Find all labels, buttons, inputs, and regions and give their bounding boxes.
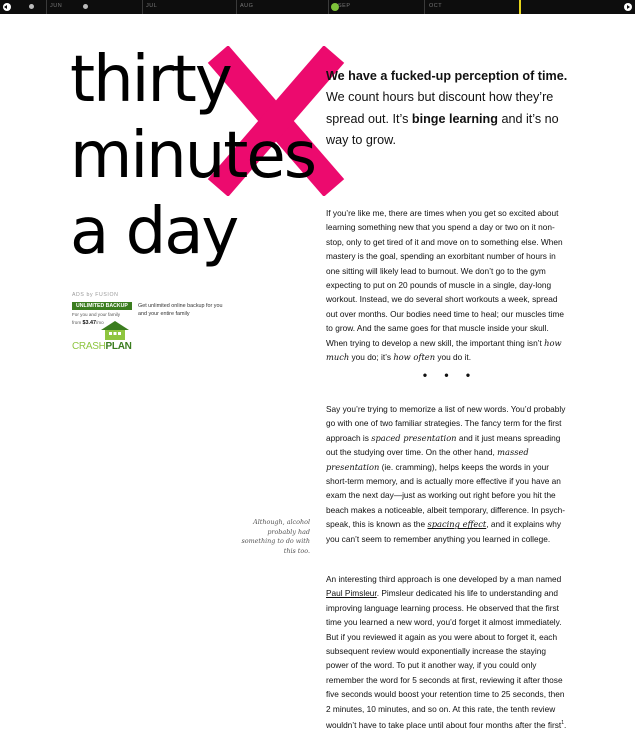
sidenote: Although, alcohol probably had something to do with this too. bbox=[241, 518, 310, 555]
timeline-bar bbox=[0, 0, 635, 14]
intro-middle: We count hours but discount how they’re spread out. It’s bbox=[326, 90, 554, 126]
price-suffix: /mo bbox=[95, 320, 104, 325]
house-icon bbox=[100, 320, 130, 340]
emphasis: massed presentation bbox=[326, 447, 529, 472]
title-line: thirty bbox=[70, 43, 231, 117]
text-run: you do it. bbox=[435, 352, 472, 363]
timeline-next-arrow-icon[interactable] bbox=[624, 3, 632, 11]
logo-part: CRASH bbox=[72, 341, 106, 352]
timeline-divider bbox=[236, 0, 237, 14]
price-value: $3.47 bbox=[82, 320, 96, 326]
ad-subtitle: For you and your family bbox=[72, 312, 120, 317]
body-paragraph-1 bbox=[326, 206, 570, 364]
title-line: minutes bbox=[70, 119, 316, 193]
section-divider: • • • bbox=[422, 368, 478, 382]
timeline-month-jul[interactable]: JUL bbox=[146, 3, 158, 9]
emphasis: how much bbox=[326, 337, 562, 363]
text-run: Say you’re trying to memorize a list of new words. You’d probably go with one of two familiar strategies. The fancy term for the first approach is bbox=[326, 404, 566, 443]
crashplan-logo bbox=[72, 341, 132, 352]
advertisement[interactable] bbox=[72, 292, 232, 352]
text-run: . Pimsleur dedicated his life to understanding and improving language learning process. He observed that the first time you learned a new word, you’d forget it almost immediately. But if you reviewed it again as you were about to forget it, each subsequent review would exponentially increase the staying power of the word. To put it another way, if you could only remember the word for 5 seconds at first, reviewing it after those five seconds would boost your retention time to 25 seconds, then 2 minutes, 10 minutes, and so on. At this rate, the tenth review wouldn’t have to take place until about four months after the first bbox=[326, 588, 565, 730]
timeline-month-jun[interactable]: JUN bbox=[50, 3, 63, 9]
intro-end: and it’s no way to grow. bbox=[326, 111, 559, 148]
title-line: a day bbox=[70, 195, 238, 269]
text-run: and it just means spreading out the studying over time. On the other hand, bbox=[326, 432, 561, 458]
text-run: . bbox=[564, 719, 567, 730]
emphasis: how often bbox=[393, 352, 436, 363]
ad-badge: UNLIMITED BACKUP bbox=[72, 302, 132, 310]
timeline-divider bbox=[46, 0, 47, 14]
text-run: If you’re like me, there are times when you get so excited about learning something new that you spend a day or two on it non-stop, only to get tired of it and move on to something else. When mastery is the goal, spending an exorbitant number of hours in one sitting will likely lead to burnout. We don’t go to the gym expecting to put on 20 pounds of muscle in a single, day-long workout. Instead, we do several short workouts a week, spread out over months. Our bodies need time to heal; our muscles time to grow. And the same goes for that muscle inside your skull. When trying to develop a new skill, the important thing isn’t bbox=[326, 208, 564, 348]
text-run: (ie. cramming), helps keeps the words in your short-term memory, and is actually more effective if you have an exam the next day—just as working out right before you hit the beach makes a noticeable, albeit temporary, difference. In psych-speak, this is known as the bbox=[326, 461, 566, 530]
timeline-prev-arrow-icon[interactable] bbox=[3, 3, 11, 11]
footnote-link[interactable]: 1 bbox=[561, 720, 564, 727]
timeline-month-aug[interactable]: AUG bbox=[240, 3, 254, 9]
body-paragraph-2 bbox=[326, 402, 570, 546]
emphasis: spaced presentation bbox=[371, 432, 457, 443]
text-run: you do; it’s bbox=[349, 352, 394, 363]
timeline-month-sep[interactable]: SEP bbox=[338, 3, 351, 9]
timeline-post-dot[interactable] bbox=[29, 4, 34, 9]
paul-pimsleur-link[interactable]: Paul Pimsleur bbox=[326, 588, 377, 599]
logo-part: PLAN bbox=[105, 341, 132, 352]
body-paragraph-3 bbox=[326, 572, 570, 732]
price-prefix: from bbox=[72, 320, 83, 325]
timeline-post-dot[interactable] bbox=[83, 4, 88, 9]
intro-emphasis: binge learning bbox=[411, 111, 498, 126]
text-run: An interesting third approach is one developed by a man named bbox=[326, 574, 562, 584]
timeline-divider bbox=[142, 0, 143, 14]
ad-header: ADS by FUSION bbox=[72, 292, 119, 298]
spacing-effect-link[interactable]: spacing effect bbox=[427, 519, 487, 530]
timeline-month-oct[interactable]: OCT bbox=[429, 3, 443, 9]
timeline-divider bbox=[424, 0, 425, 14]
intro-lead: We have a fucked-up perception of time. bbox=[326, 69, 568, 83]
article-title bbox=[70, 42, 315, 270]
text-run: , and it explains why you can’t seem to remember anything you learned in college. bbox=[326, 519, 561, 544]
ad-copy: Get unlimited online backup for you and your entire family bbox=[138, 303, 223, 317]
ad-price bbox=[72, 320, 104, 326]
intro-paragraph bbox=[326, 66, 571, 152]
timeline-today-marker bbox=[519, 0, 521, 14]
timeline-divider bbox=[328, 0, 329, 14]
